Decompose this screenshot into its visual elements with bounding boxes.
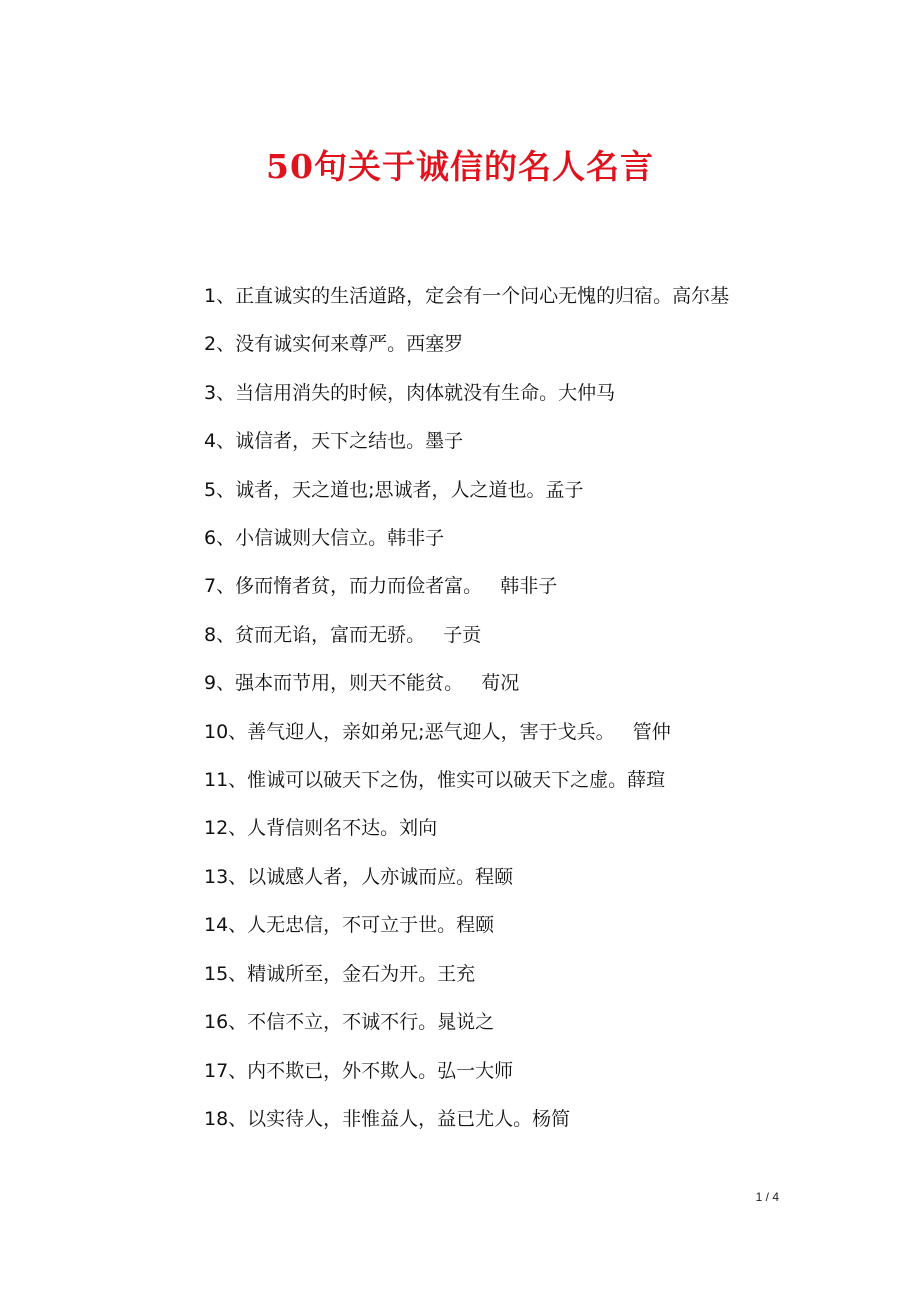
- list-item: 8、贫而无谄，富而无骄。 子贡: [204, 623, 482, 646]
- list-item: 14、人无忠信，不可立于世。程颐: [204, 914, 495, 937]
- list-item: 6、小信诚则大信立。韩非子: [204, 527, 445, 550]
- list-item: 4、诚信者，天下之结也。墨子: [204, 430, 464, 453]
- list-item: 9、强本而节用，则天不能贫。 荀况: [204, 672, 520, 695]
- list-item: 10、善气迎人，亲如弟兄;恶气迎人，害于戈兵。 管仲: [204, 720, 671, 743]
- list-item: 3、当信用消失的时候，肉体就没有生命。大仲马: [204, 381, 616, 404]
- list-item: 13、以诚感人者，人亦诚而应。程颐: [204, 865, 514, 888]
- list-item: 7、侈而惰者贫，而力而俭者富。 韩非子: [204, 575, 558, 598]
- list-item: 17、内不欺已，外不欺人。弘一大师: [204, 1059, 514, 1082]
- list-item: 15、精诚所至，金石为开。王充: [204, 962, 476, 985]
- list-item: 18、以实待人，非惟益人，益已尤人。杨简: [204, 1107, 571, 1130]
- page-number: 1 / 4: [755, 1190, 779, 1204]
- quote-list: [140, 272, 780, 1143]
- list-item: 5、诚者，天之道也;思诚者，人之道也。孟子: [204, 478, 584, 501]
- list-item: 16、不信不立，不诚不行。晁说之: [204, 1011, 495, 1034]
- list-item: 2、没有诚实何来尊严。西塞罗: [204, 333, 464, 356]
- list-item: 12、人背信则名不达。刘向: [204, 817, 438, 840]
- list-item: 11、惟诚可以破天下之伪，惟实可以破天下之虚。薛瑄: [204, 769, 666, 792]
- list-item: 1、正直诚实的生活道路，定会有一个问心无愧的归宿。高尔基: [204, 285, 730, 307]
- document-title: 50句关于诚信的名人名言: [266, 147, 654, 186]
